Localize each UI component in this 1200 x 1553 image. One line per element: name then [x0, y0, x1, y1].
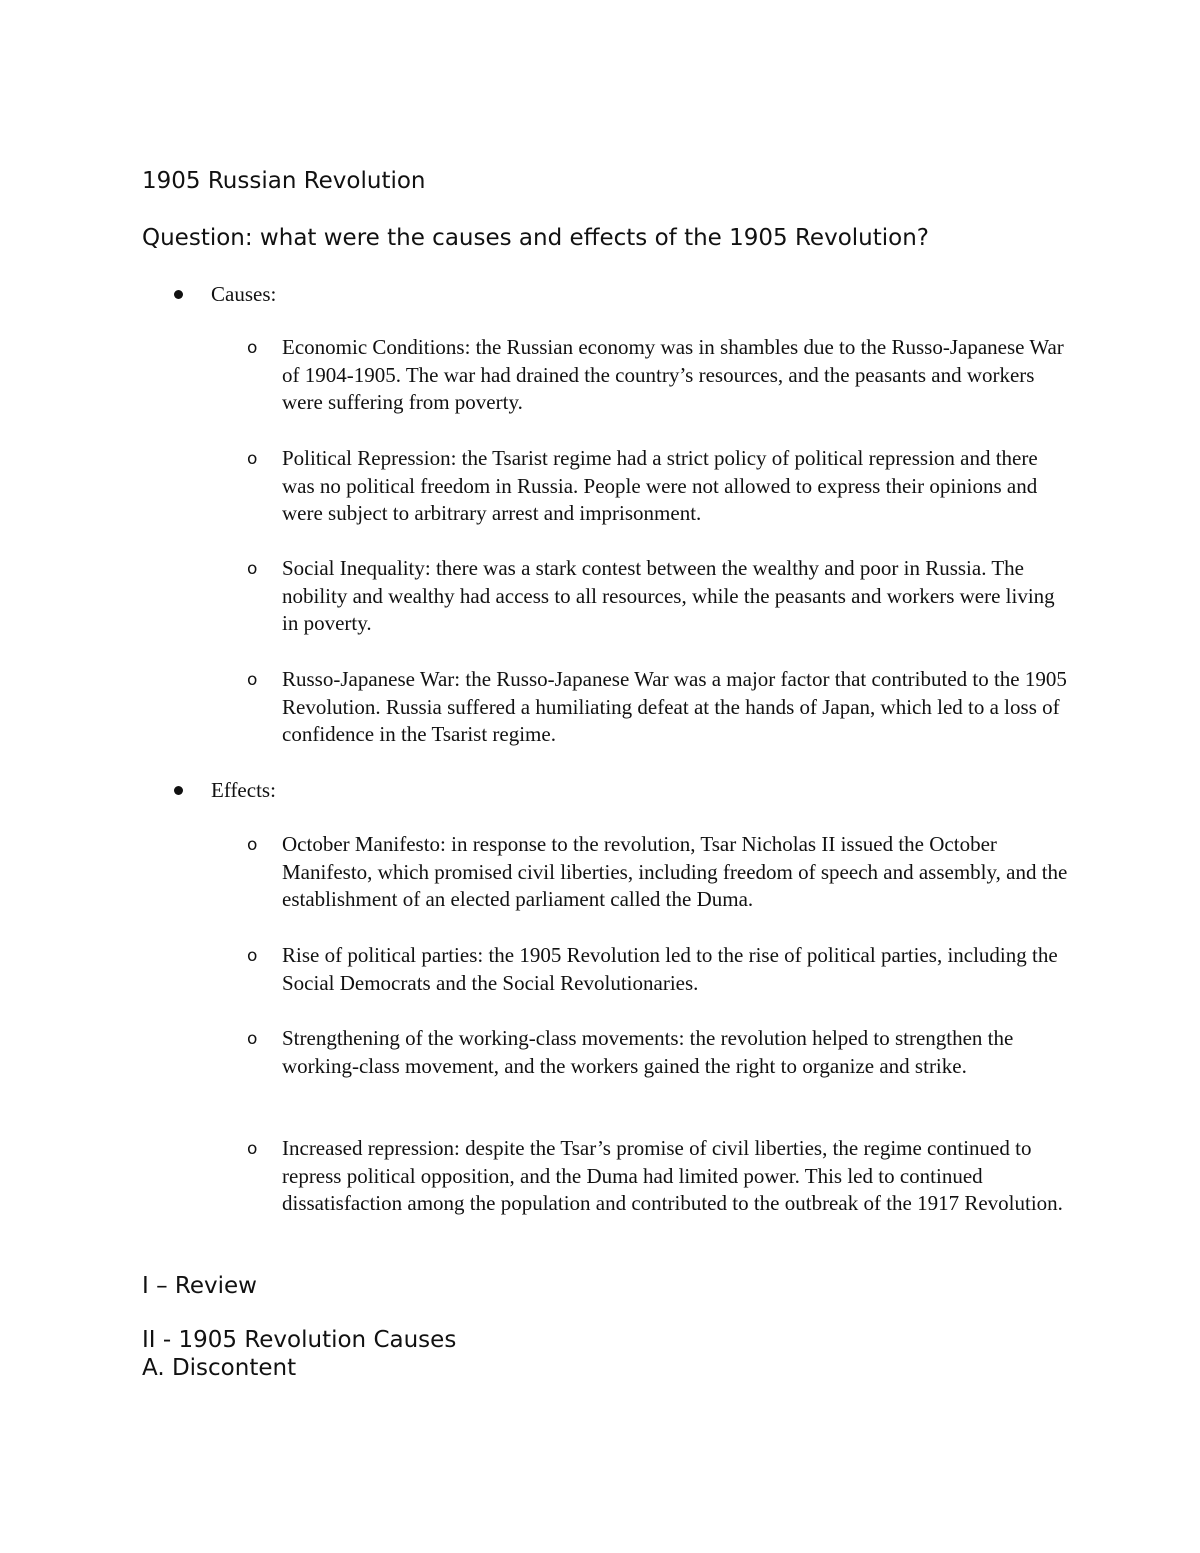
- circle-marker-icon: o: [247, 1139, 258, 1159]
- cause-text: Economic Conditions: the Russian economy was in shambles due to the Russo-Japanese War of 1904-1905. The war had drained the country’s resources, and the peasants and workers were suffering from poverty.: [282, 335, 1064, 415]
- outline-causes-heading: II - 1905 Revolution Causes: [142, 1327, 457, 1353]
- document-question: Question: what were the causes and effects of the 1905 Revolution?: [142, 225, 929, 251]
- cause-text: Political Repression: the Tsarist regime had a strict policy of political repression and there was no political freedom in Russia. People were not allowed to express their opinions and were subject to arbitrary arrest and imprisonment.: [282, 446, 1038, 526]
- effect-text: October Manifesto: in response to the revolution, Tsar Nicholas II issued the October Manifesto, which promised civil liberties, including freedom of speech and assembly, and the establishment of an elected parliament called the Duma.: [282, 832, 1068, 912]
- circle-marker-icon: o: [247, 670, 258, 690]
- bullet-dot-icon: [174, 786, 183, 795]
- causes-bullet: [0, 280, 400, 308]
- circle-marker-icon: o: [247, 1029, 258, 1049]
- circle-marker-icon: o: [247, 946, 258, 966]
- effects-bullet: [0, 776, 400, 804]
- cause-text: Russo-Japanese War: the Russo-Japanese War was a major factor that contributed to the 1905 Revolution. Russia suffered a humiliating defeat at the hands of Japan, which led to a loss of confidence in the Tsarist regime.: [282, 667, 1067, 747]
- circle-marker-icon: o: [247, 835, 258, 855]
- effects-label: Effects:: [211, 778, 276, 802]
- bullet-dot-icon: [174, 290, 183, 299]
- effect-text: Increased repression: despite the Tsar’s promise of civil liberties, the regime continued to repress political opposition, and the Duma had limited power. This led to continued dissatisfaction among the population and contributed to the outbreak of the 1917 Revolution.: [282, 1136, 1063, 1216]
- circle-marker-icon: o: [247, 338, 258, 358]
- causes-label: Causes:: [211, 282, 277, 306]
- effect-text: Strengthening of the working-class movements: the revolution helped to strengthen the working-class movement, and the workers gained the right to organize and strike.: [282, 1026, 1014, 1078]
- cause-text: Social Inequality: there was a stark contest between the wealthy and poor in Russia. The nobility and wealthy had access to all resources, while the peasants and workers were living in poverty.: [282, 556, 1055, 636]
- effect-text: Rise of political parties: the 1905 Revolution led to the rise of political parties, including the Social Democrats and the Social Revolutionaries.: [282, 943, 1058, 995]
- outline-review: I – Review: [142, 1273, 257, 1299]
- circle-marker-icon: o: [247, 559, 258, 579]
- outline-discontent: A. Discontent: [142, 1355, 297, 1381]
- document-title: 1905 Russian Revolution: [142, 168, 426, 194]
- circle-marker-icon: o: [247, 449, 258, 469]
